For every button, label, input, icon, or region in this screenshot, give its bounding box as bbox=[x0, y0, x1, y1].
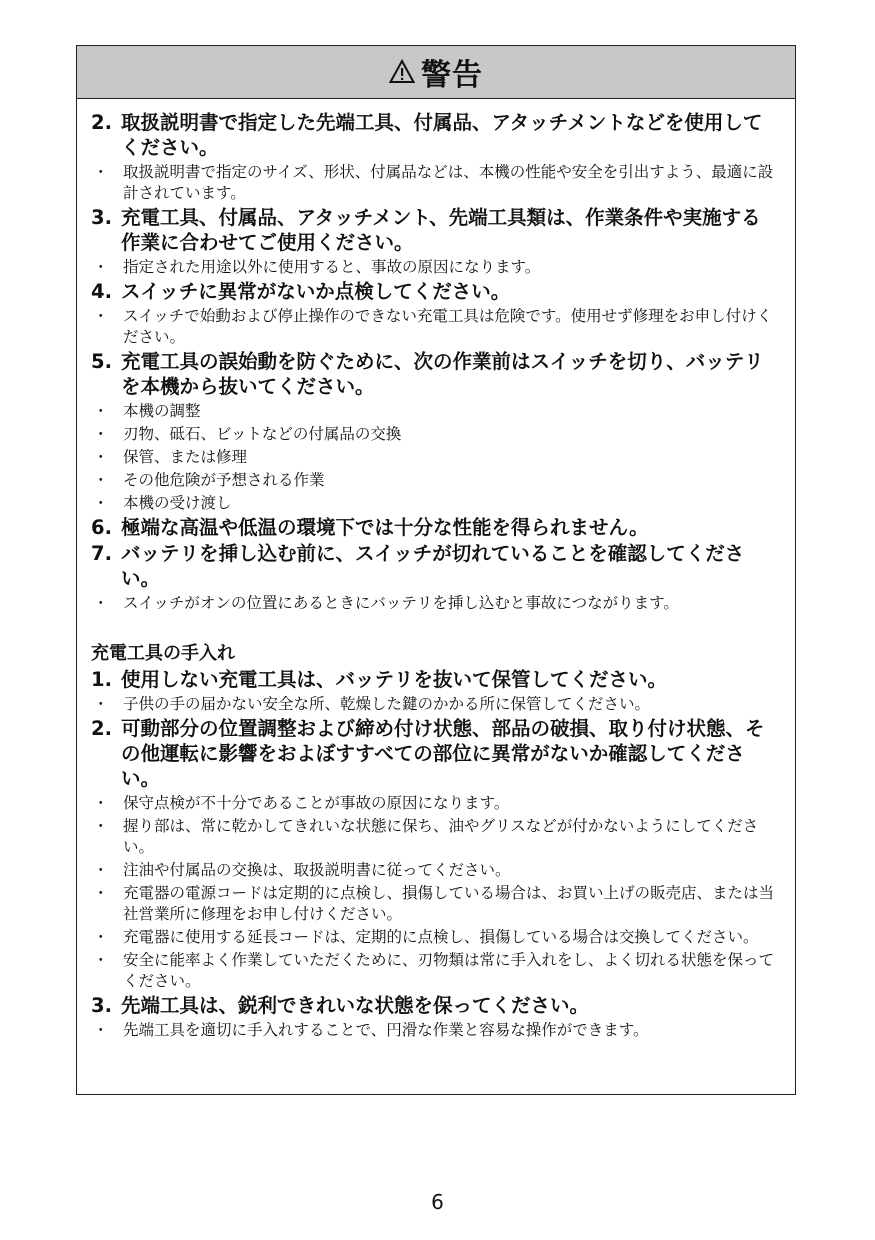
bullet-text: その他危険が予想される作業 bbox=[123, 471, 325, 489]
warning-box bbox=[76, 45, 796, 1095]
bullet-note bbox=[91, 424, 777, 445]
bullet-note bbox=[91, 816, 777, 858]
item-number: 1. bbox=[91, 668, 112, 691]
item-number: 2. bbox=[91, 111, 112, 134]
maintenance-section-title: 充電工具の手入れ bbox=[91, 643, 235, 664]
item-text: 取扱説明書で指定した先端工具、付属品、アタッチメントなどを使用してください。 bbox=[121, 111, 763, 159]
numbered-item bbox=[91, 541, 777, 591]
bullet-note bbox=[91, 883, 777, 925]
bullet-note bbox=[91, 927, 777, 948]
bullet-text: 安全に能率よく作業していただくために、刃物類は常に手入れをし、よく切れる状態を保ってください。 bbox=[123, 951, 775, 990]
bullet-text: 充電器の電源コードは定期的に点検し、損傷している場合は、お買い上げの販売店、または当社営業所に修理をお申し付けください。 bbox=[123, 884, 775, 923]
bullet-text: 取扱説明書で指定のサイズ、形状、付属品などは、本機の性能や安全を引出すよう、最適に設計されています。 bbox=[123, 163, 774, 202]
numbered-item bbox=[91, 349, 777, 399]
bullet-mark: ・ bbox=[93, 402, 109, 420]
item-number: 3. bbox=[91, 206, 112, 229]
item-text: 使用しない充電工具は、バッテリを抜いて保管してください。 bbox=[121, 668, 668, 691]
bullet-note bbox=[91, 470, 777, 491]
bullet-text: スイッチで始動および停止操作のできない充電工具は危険です。使用せず修理をお申し付けください。 bbox=[123, 307, 773, 346]
bullet-note bbox=[91, 593, 777, 614]
bullet-mark: ・ bbox=[93, 695, 109, 713]
item-text: バッテリを挿し込む前に、スイッチが切れていることを確認してください。 bbox=[121, 542, 745, 590]
item-number: 2. bbox=[91, 717, 112, 740]
numbered-item bbox=[91, 993, 777, 1018]
bullet-note bbox=[91, 257, 777, 278]
bullet-text: 本機の受け渡し bbox=[123, 494, 232, 512]
bullet-mark: ・ bbox=[93, 307, 109, 325]
bullet-note bbox=[91, 793, 777, 814]
bullet-note bbox=[91, 306, 777, 348]
warning-list bbox=[91, 110, 777, 614]
warning-title-text: 警告 bbox=[421, 58, 483, 93]
bullet-note bbox=[91, 1020, 777, 1041]
numbered-item bbox=[91, 716, 777, 791]
bullet-text: 保守点検が不十分であることが事故の原因になります。 bbox=[123, 794, 510, 812]
bullet-text: 充電器に使用する延長コードは、定期的に点検し、損傷している場合は交換してください。 bbox=[123, 928, 759, 946]
bullet-note bbox=[91, 694, 777, 715]
bullet-text: 子供の手の届かない安全な所、乾燥した鍵のかかる所に保管してください。 bbox=[123, 695, 651, 713]
item-number: 4. bbox=[91, 280, 112, 303]
item-text: 充電工具、付属品、アタッチメント、先端工具類は、作業条件や実施する作業に合わせてご使用ください。 bbox=[121, 206, 761, 254]
bullet-note bbox=[91, 447, 777, 468]
page-number: 6 bbox=[431, 1190, 444, 1214]
bullet-text: 注油や付属品の交換は、取扱説明書に従ってください。 bbox=[123, 861, 511, 879]
numbered-item bbox=[91, 279, 777, 304]
numbered-item bbox=[91, 205, 777, 255]
bullet-mark: ・ bbox=[93, 884, 109, 902]
bullet-text: 握り部は、常に乾かしてきれいな状態に保ち、油やグリスなどが付かないようにしてください。 bbox=[123, 817, 759, 856]
bullet-mark: ・ bbox=[93, 817, 109, 835]
bullet-text: 刃物、砥石、ビットなどの付属品の交換 bbox=[123, 425, 402, 443]
item-number: 7. bbox=[91, 542, 112, 565]
bullet-mark: ・ bbox=[93, 794, 109, 812]
numbered-item bbox=[91, 110, 777, 160]
bullet-note bbox=[91, 493, 777, 514]
bullet-text: 指定された用途以外に使用すると、事故の原因になります。 bbox=[123, 258, 541, 276]
bullet-note bbox=[91, 162, 777, 204]
bullet-text: スイッチがオンの位置にあるときにバッテリを挿し込むと事故につながります。 bbox=[123, 594, 679, 612]
bullet-text: 本機の調整 bbox=[123, 402, 201, 420]
item-text: 充電工具の誤始動を防ぐために、次の作業前はスイッチを切り、バッテリを本機から抜いてください。 bbox=[121, 350, 764, 398]
bullet-text: 保管、または修理 bbox=[123, 448, 248, 466]
bullet-mark: ・ bbox=[93, 928, 109, 946]
numbered-item bbox=[91, 515, 777, 540]
bullet-mark: ・ bbox=[93, 258, 109, 276]
bullet-note bbox=[91, 860, 777, 881]
bullet-mark: ・ bbox=[93, 951, 109, 969]
bullet-mark: ・ bbox=[93, 861, 109, 879]
item-number: 5. bbox=[91, 350, 112, 373]
bullet-note bbox=[91, 401, 777, 422]
bullet-mark: ・ bbox=[93, 425, 109, 443]
bullet-mark: ・ bbox=[93, 494, 109, 512]
warning-triangle-icon bbox=[389, 59, 415, 85]
bullet-mark: ・ bbox=[93, 594, 109, 612]
bullet-note bbox=[91, 950, 777, 992]
numbered-item bbox=[91, 667, 777, 692]
bullet-mark: ・ bbox=[93, 448, 109, 466]
item-number: 6. bbox=[91, 516, 112, 539]
warning-title bbox=[389, 50, 483, 94]
item-text: 極端な高温や低温の環境下では十分な性能を得られません。 bbox=[121, 516, 649, 539]
item-number: 3. bbox=[91, 994, 112, 1017]
item-text: 先端工具は、鋭利できれいな状態を保ってください。 bbox=[121, 994, 590, 1017]
bullet-mark: ・ bbox=[93, 1021, 109, 1039]
item-text: 可動部分の位置調整および締め付け状態、部品の破損、取り付け状態、その他運転に影響をおよぼすすべての部位に異常がないか確認してください。 bbox=[121, 717, 765, 790]
warning-header bbox=[77, 46, 795, 99]
warning-content bbox=[77, 99, 795, 1041]
bullet-mark: ・ bbox=[93, 163, 109, 181]
item-text: スイッチに異常がないか点検してください。 bbox=[121, 280, 511, 303]
bullet-mark: ・ bbox=[93, 471, 109, 489]
bullet-text: 先端工具を適切に手入れすることで、円滑な作業と容易な操作ができます。 bbox=[123, 1021, 649, 1039]
maintenance-list bbox=[91, 667, 777, 1041]
